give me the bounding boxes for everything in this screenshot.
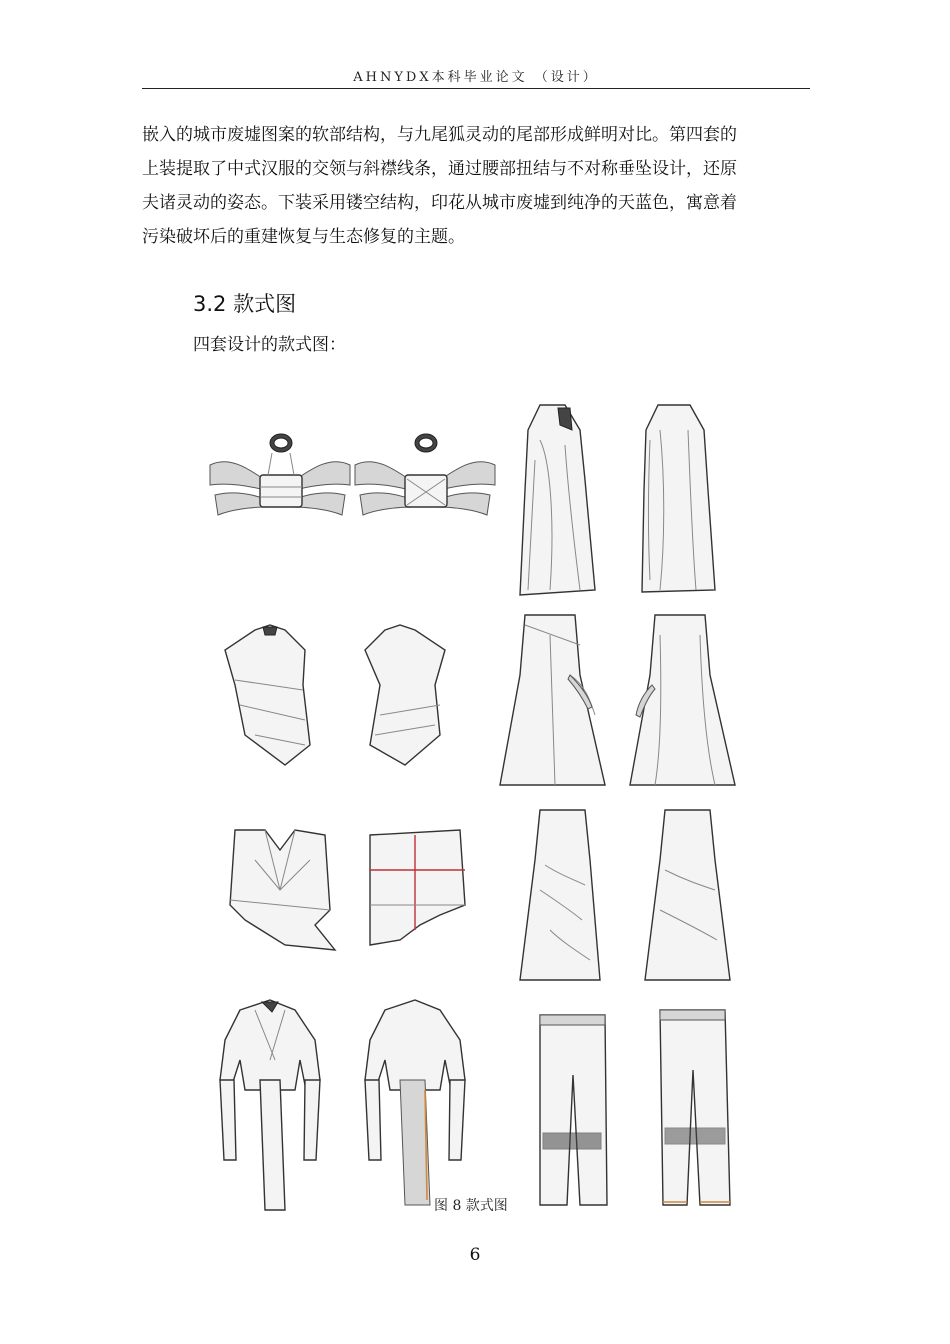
wrap-top-front-sketch	[220, 1000, 320, 1210]
flat-sketch-drawings	[190, 390, 790, 1230]
skirt2-back-sketch	[645, 810, 730, 980]
top-back-sketch	[355, 434, 495, 515]
header-rule	[142, 88, 810, 89]
page-number: 6	[469, 1245, 481, 1265]
body-paragraph	[142, 118, 810, 254]
body-line: 嵌入的城市废墟图案的软部结构，与九尾狐灵动的尾部形成鲜明对比。第四套的	[142, 125, 737, 145]
figure-caption: 图 8 款式图	[434, 1198, 508, 1214]
pants-front-sketch	[540, 1015, 607, 1205]
pants-back-sketch	[660, 1010, 730, 1205]
top-front-sketch	[210, 434, 350, 515]
skirt2-front-sketch	[520, 810, 600, 980]
lead-text: 四套设计的款式图：	[193, 335, 346, 355]
section-title: 3.2 款式图	[193, 292, 297, 316]
flat-sketch-figure	[190, 390, 790, 1230]
running-header: AHNYDX本科毕业论文 （设计）	[353, 70, 599, 85]
blouse-back-sketch	[365, 625, 445, 765]
jacket-back-sketch	[370, 830, 465, 945]
body-line: 上装提取了中式汉服的交领与斜襟线条，通过腰部扭结与不对称垂坠设计，还原	[142, 159, 737, 179]
dress-front-sketch	[520, 405, 595, 595]
wrap-top-back-sketch	[365, 1000, 465, 1205]
skirt-back-sketch	[630, 615, 735, 785]
dress-back-sketch	[642, 405, 715, 592]
body-line: 夫诸灵动的姿态。下装采用镂空结构，印花从城市废墟到纯净的天蓝色，寓意着	[142, 193, 737, 213]
jacket-front-sketch	[230, 830, 335, 950]
body-line: 污染破坏后的重建恢复与生态修复的主题。	[142, 227, 465, 247]
skirt-front-sketch	[500, 615, 605, 785]
blouse-front-sketch	[225, 625, 310, 765]
